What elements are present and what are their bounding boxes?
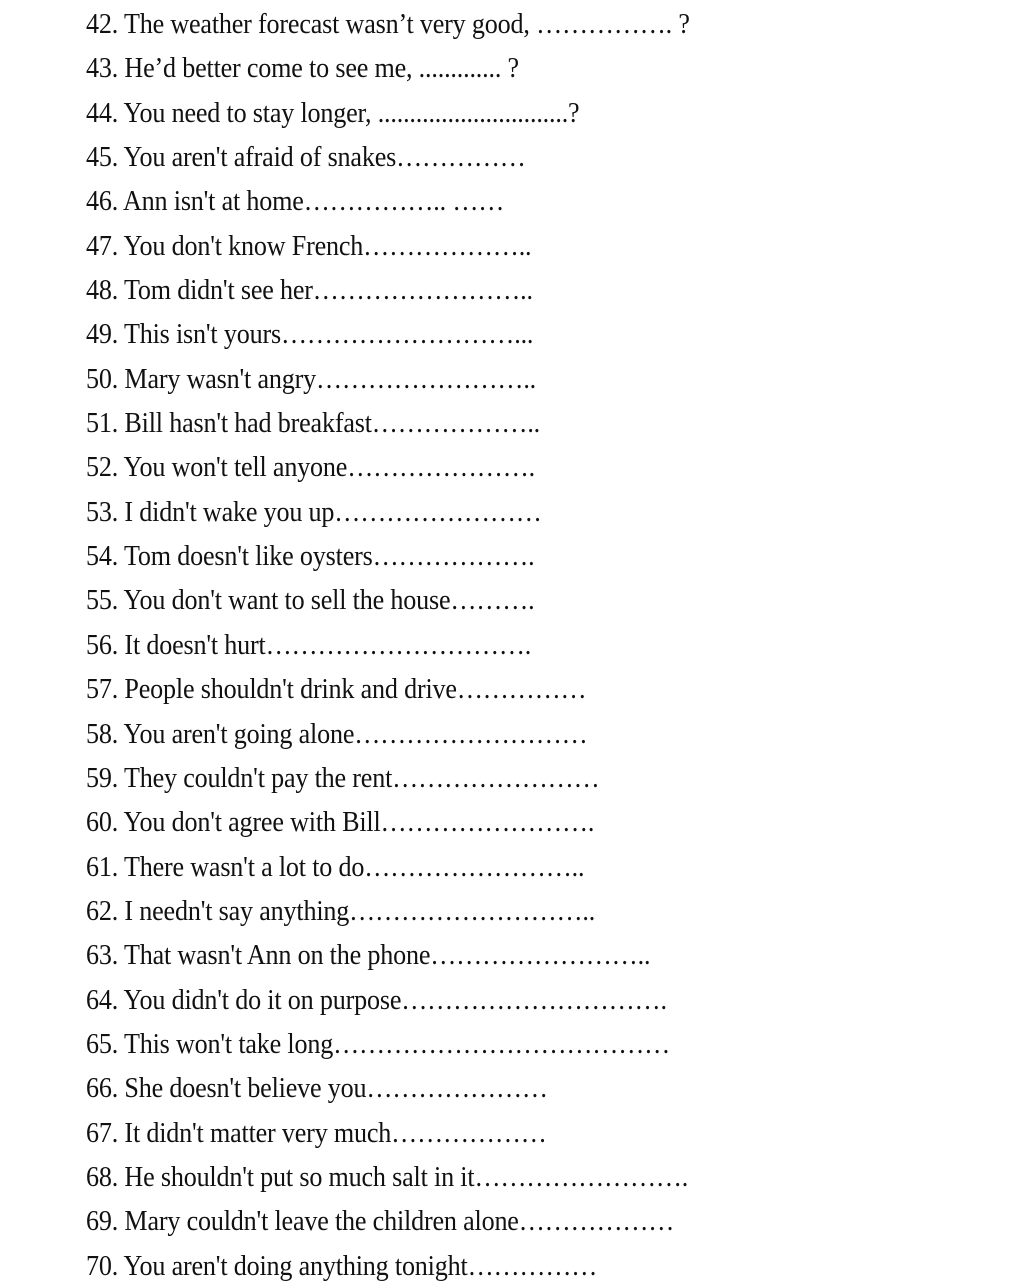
exercise-item-43: 43. He’d better come to see me, ............. ?: [86, 52, 519, 85]
exercise-item-54: 54. Tom doesn't like oysters……………….: [86, 540, 535, 573]
exercise-item-64: 64. You didn't do it on purpose………………………….: [86, 983, 667, 1016]
exercise-item-42: 42. The weather forecast wasn’t very good, ……………. ?: [86, 8, 690, 40]
exercise-item-67: 67. It didn't matter very much………………: [86, 1116, 547, 1149]
exercise-item-61: 61. There wasn't a lot to do……………………..: [86, 850, 585, 883]
exercise-item-52: 52. You won't tell anyone………………….: [86, 451, 536, 484]
exercise-item-50: 50. Mary wasn't angry……………………..: [86, 362, 537, 395]
exercise-item-70: 70. You aren't doing anything tonight……………: [86, 1249, 598, 1282]
exercise-item-65: 65. This won't take long…………………………………: [86, 1027, 671, 1060]
exercise-item-56: 56. It doesn't hurt………………………….: [86, 628, 532, 661]
exercise-item-53: 53. I didn't wake you up……………………: [86, 495, 542, 528]
exercise-item-46: 46. Ann isn't at home…………….. ……: [86, 185, 505, 218]
exercise-item-47: 47. You don't know French………………..: [86, 229, 532, 262]
exercise-item-62: 62. I needn't say anything………………………..: [86, 894, 596, 927]
exercise-item-55: 55. You don't want to sell the house……….: [86, 584, 535, 617]
exercise-item-44: 44. You need to stay longer, ..............................?: [86, 96, 580, 129]
exercise-list: [86, 2, 757, 1288]
exercise-item-59: 59. They couldn't pay the rent……………………: [86, 761, 600, 794]
exercise-item-51: 51. Bill hasn't had breakfast………………..: [86, 407, 541, 440]
exercise-item-45: 45. You aren't afraid of snakes……………: [86, 141, 526, 174]
exercise-item-68: 68. He shouldn't put so much salt in it…………………….: [86, 1160, 689, 1193]
exercise-item-57: 57. People shouldn't drink and drive……………: [86, 673, 587, 706]
exercise-item-69: 69. Mary couldn't leave the children alone………………: [86, 1205, 675, 1238]
exercise-item-60: 60. You don't agree with Bill…………………….: [86, 806, 595, 839]
exercise-item-58: 58. You aren't going alone………………………: [86, 717, 588, 750]
exercise-item-63: 63. That wasn't Ann on the phone……………………..: [86, 939, 651, 972]
exercise-item-48: 48. Tom didn't see her……………………..: [86, 274, 533, 307]
exercise-item-66: 66. She doesn't believe you…………………: [86, 1072, 548, 1105]
exercise-item-49: 49. This isn't yours………………………...: [86, 318, 534, 351]
